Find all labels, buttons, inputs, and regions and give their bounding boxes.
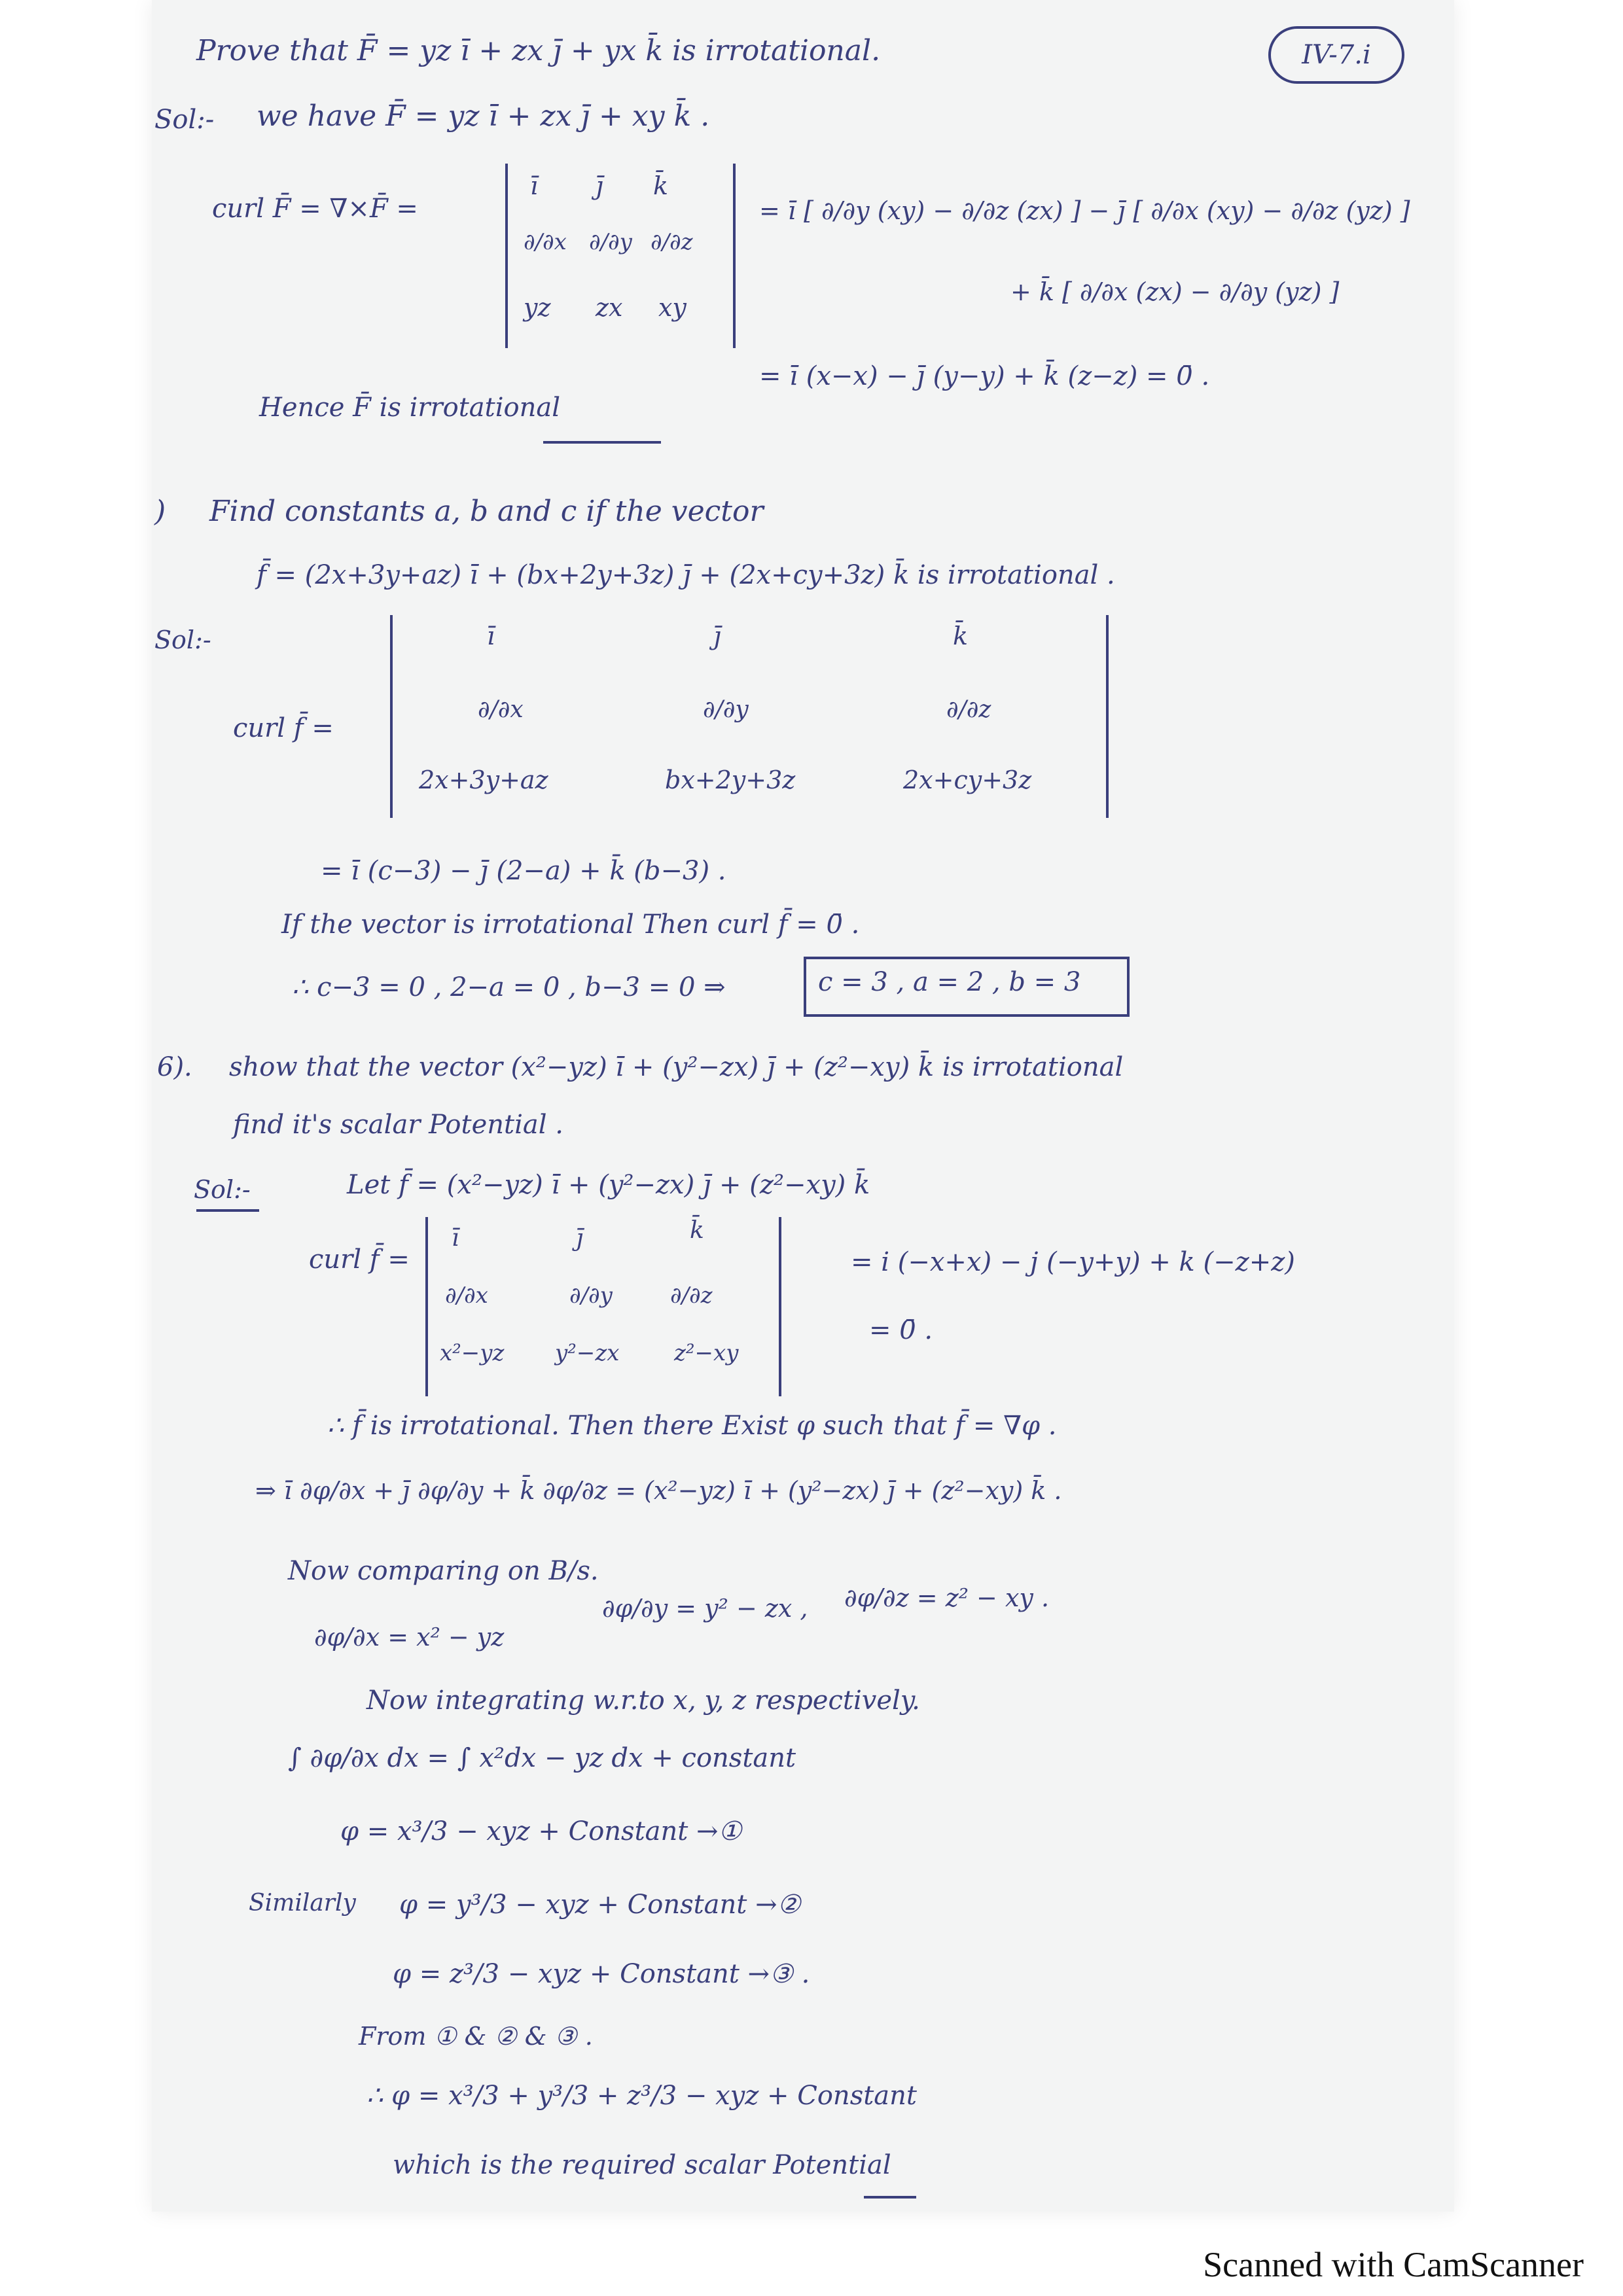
problem-3-number: 6). xyxy=(157,1052,192,1082)
matrix-2-cell: 2x+cy+3z xyxy=(903,766,1032,794)
matrix-1-cell: j̄ xyxy=(596,171,603,200)
problem-3-partial-x: ∂φ/∂x = x² − yz xyxy=(314,1623,505,1651)
problem-3-curl-label: curl f̄ = xyxy=(309,1245,410,1275)
problem-3-integrating: Now integrating w.r.to x, y, z respectively. xyxy=(366,1686,920,1716)
matrix-3-left-bar xyxy=(425,1217,428,1396)
problem-1-sol-label: Sol:- xyxy=(154,105,215,135)
problem-1-expansion-line-1: = ī [ ∂/∂y (xy) − ∂/∂z (zx) ] − j̄ [ ∂/∂x (xy) − ∂/∂z (yz) ] xyxy=(759,196,1410,225)
matrix-1-cell: ∂/∂z xyxy=(651,229,693,255)
matrix-2-cell: ī xyxy=(487,622,495,650)
problem-2-condition: If the vector is irrotational Then curl f̄ = 0̄ . xyxy=(281,910,860,940)
matrix-2-cell: ∂/∂y xyxy=(703,696,749,723)
problem-2-equations: ∴ c−3 = 0 , 2−a = 0 , b−3 = 0 ⇒ xyxy=(292,972,726,1002)
problem-3-integral: ∫ ∂φ/∂x dx = ∫ x²dx − yz dx + constant xyxy=(288,1743,796,1773)
matrix-3-cell: j̄ xyxy=(576,1225,584,1252)
notebook-page xyxy=(152,0,1454,2212)
matrix-2-cell: 2x+3y+az xyxy=(419,766,548,794)
matrix-1-cell: yz xyxy=(524,293,551,322)
matrix-3-cell: x²−yz xyxy=(440,1340,505,1366)
problem-3-partial-z: ∂φ/∂z = z² − xy . xyxy=(844,1583,1050,1612)
problem-1-given: we have F̄ = yz ī + zx j̄ + xy k̄ . xyxy=(257,99,710,133)
conclusion-underline xyxy=(543,441,661,444)
problem-2-number: ) xyxy=(154,495,166,528)
problem-2-curl-label: curl f̄ = xyxy=(233,713,334,743)
problem-3-result-2: = 0̄ . xyxy=(869,1315,933,1345)
problem-3-partial-y: ∂φ/∂y = y² − zx , xyxy=(602,1594,808,1623)
problem-3-let: Let f̄ = (x²−yz) ī + (y²−zx) j̄ + (z²−xy) k̄ xyxy=(347,1170,870,1200)
matrix-3-cell: y²−zx xyxy=(555,1340,620,1366)
problem-3-from: From ① & ② & ③ . xyxy=(359,2022,593,2051)
problem-3-phi-1: φ = x³/3 − xyz + Constant →① xyxy=(340,1816,742,1846)
scanner-watermark: Scanned with CamScanner xyxy=(1203,2245,1584,2284)
matrix-1-cell: ∂/∂x xyxy=(524,229,567,255)
problem-2-result: = ī (c−3) − j̄ (2−a) + k̄ (b−3) . xyxy=(321,856,726,886)
problem-2-answer: c = 3 , a = 2 , b = 3 xyxy=(818,967,1081,997)
matrix-1-cell: k̄ xyxy=(653,171,669,200)
matrix-3-cell: ∂/∂z xyxy=(670,1282,713,1309)
problem-2-statement: Find constants a, b and c if the vector xyxy=(209,495,764,528)
matrix-1-right-bar xyxy=(733,164,736,348)
problem-3-final: ∴ φ = x³/3 + y³/3 + z³/3 − xyz + Constant xyxy=(366,2081,917,2111)
problem-3-similarly: Similarly xyxy=(249,1890,356,1916)
matrix-1-cell: xy xyxy=(658,293,687,322)
matrix-2-cell: k̄ xyxy=(953,622,969,650)
problem-3-statement: show that the vector (x²−yz) ī + (y²−zx) j̄ + (z²−xy) k̄ is irrotational xyxy=(229,1052,1124,1082)
matrix-3-cell: k̄ xyxy=(690,1217,704,1244)
matrix-1-left-bar xyxy=(505,164,508,348)
matrix-2-left-bar xyxy=(390,615,393,818)
matrix-2-cell: bx+2y+3z xyxy=(665,766,796,794)
matrix-2-cell: ∂/∂x xyxy=(478,696,524,723)
matrix-2-cell: j̄ xyxy=(713,622,721,650)
matrix-3-cell: ī xyxy=(452,1225,459,1252)
matrix-2-cell: ∂/∂z xyxy=(946,696,991,723)
problem-1-expansion-line-2: + k̄ [ ∂/∂x (zx) − ∂/∂y (yz) ] xyxy=(1010,277,1340,306)
problem-3-phi-2: φ = y³/3 − xyz + Constant →② xyxy=(399,1890,801,1920)
problem-3-closing: which is the required scalar Potential xyxy=(393,2150,891,2180)
problem-1-curl-label: curl F̄ = ∇×F̄ = xyxy=(212,194,418,224)
matrix-3-cell: ∂/∂x xyxy=(445,1282,488,1309)
problem-3-comparing: Now comparing on B/s. xyxy=(288,1556,599,1586)
problem-3-phi-3: φ = z³/3 − xyz + Constant →③ . xyxy=(393,1959,810,1989)
sol-underline xyxy=(196,1209,259,1212)
problem-2-vector: f̄ = (2x+3y+az) ī + (bx+2y+3z) j̄ + (2x+cy+3z) k̄ is irrotational . xyxy=(257,560,1115,590)
matrix-1-cell: zx xyxy=(596,293,623,322)
matrix-3-cell: ∂/∂y xyxy=(569,1282,613,1309)
closing-underline xyxy=(864,2196,916,2199)
matrix-2-right-bar xyxy=(1106,615,1109,818)
problem-1-conclusion: Hence F̄ is irrotational xyxy=(259,393,560,423)
matrix-1-cell: ī xyxy=(530,171,539,200)
problem-3-gradient: ⇒ ī ∂φ/∂x + j̄ ∂φ/∂y + k̄ ∂φ/∂z = (x²−yz) ī + (y²−zx) j̄ + (z²−xy) k̄ . xyxy=(255,1476,1062,1505)
matrix-1-cell: ∂/∂y xyxy=(589,229,632,255)
problem-3-exists: ∴ f̄ is irrotational. Then there Exist φ such that f̄ = ∇φ . xyxy=(327,1411,1057,1441)
problem-3-statement-2: find it's scalar Potential . xyxy=(233,1110,563,1140)
problem-1-result: = ī (x−x) − j̄ (y−y) + k̄ (z−z) = 0̄ . xyxy=(759,361,1210,391)
problem-3-sol-label: Sol:- xyxy=(194,1175,251,1204)
page-badge: IV-7.i xyxy=(1268,26,1404,84)
problem-2-sol-label: Sol:- xyxy=(154,626,211,654)
matrix-3-right-bar xyxy=(779,1217,781,1396)
problem-3-result-1: = i (−x+x) − j (−y+y) + k (−z+z) xyxy=(851,1247,1295,1277)
problem-1-statement: Prove that F̄ = yz ī + zx j̄ + yx k̄ is irrotational. xyxy=(196,34,881,67)
matrix-3-cell: z²−xy xyxy=(674,1340,739,1366)
